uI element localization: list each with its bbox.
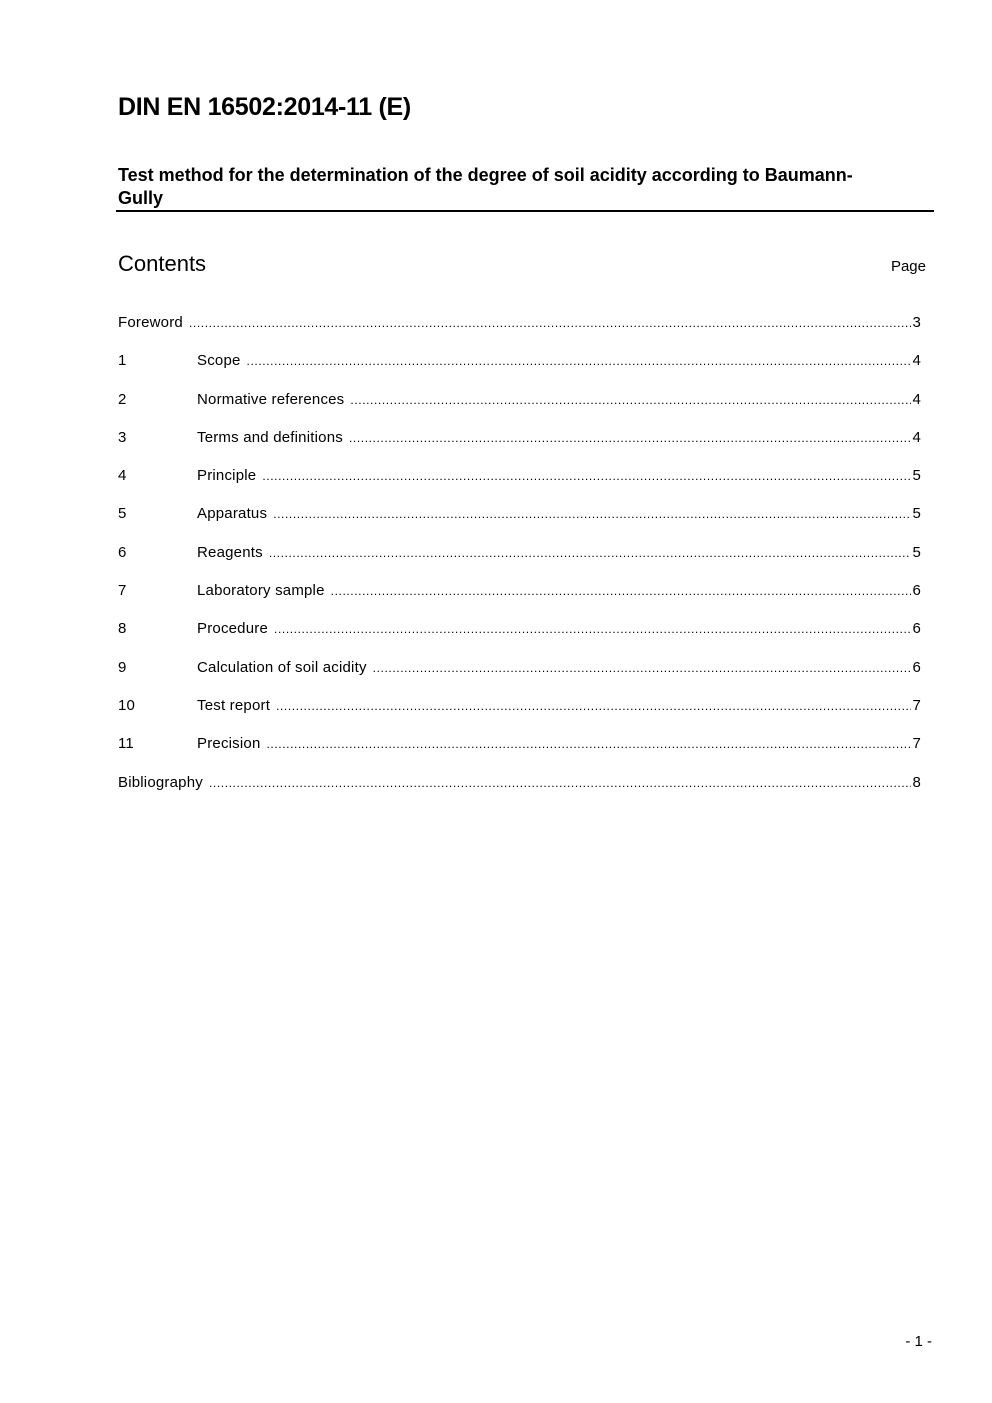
toc-entry-number: 8 [118,620,127,638]
toc-entry-page: 6 [912,620,921,638]
toc-entry-label: Principle [197,467,257,485]
toc-entry-page: 4 [912,428,921,446]
toc-entry-number: 6 [118,543,127,561]
title-divider [116,210,934,212]
toc-entry-reagents[interactable] [118,544,921,582]
toc-entry-page: 3 [912,314,921,331]
toc-dot-leader [274,622,911,636]
toc-entry-page: 6 [912,658,921,676]
toc-entry-calculation-of-soil-acidity[interactable] [118,659,921,697]
toc-entry-number: 3 [118,428,127,446]
toc-dot-leader [209,776,912,790]
toc-entry-label: Scope [197,352,241,370]
document-id: DIN EN 16502:2014-11 (E) [118,93,411,121]
toc-entry-normative-references[interactable] [118,391,921,429]
toc-dot-leader [276,699,911,713]
toc-entry-number: 11 [118,735,134,753]
toc-entry-number: 2 [118,390,127,408]
toc-entry-label: Terms and definitions [197,428,343,446]
document-title: Test method for the determination of the degree of soil acidity according to Baumann-Gully [118,165,853,208]
toc-entry-number: 7 [118,582,127,600]
toc-entry-label: Test report [197,696,271,714]
toc-entry-label: Procedure [197,620,269,638]
toc-entry-laboratory-sample[interactable] [118,582,921,620]
toc-entry-label: Bibliography [118,773,203,791]
toc-entry-page: 5 [912,505,921,523]
toc-entry-page: 5 [912,467,921,485]
toc-dot-leader [189,316,911,330]
toc-dot-leader [247,354,912,368]
toc-entry-label: Laboratory sample [197,582,325,600]
toc-entry-number: 4 [118,467,127,485]
toc-entry-page: 7 [912,696,921,714]
toc-entry-page: 8 [912,773,921,791]
toc-entry-terms-and-definitions[interactable] [118,429,921,467]
toc-entry-number: 10 [118,696,136,714]
toc-entry-label: Calculation of soil acidity [197,658,367,676]
page-number: - 1 - [905,1333,932,1350]
toc-dot-leader [350,393,911,407]
toc-entry-number: 5 [118,505,127,523]
toc-entry-page: 5 [912,543,921,561]
toc-entry-page: 4 [912,390,921,408]
toc-entry-precision[interactable] [118,735,921,773]
toc-entry-page: 7 [912,735,921,753]
toc-entry-label: Foreword [118,314,183,331]
contents-heading: Contents [118,251,207,276]
toc-dot-leader [373,661,912,675]
toc-entry-test-report[interactable] [118,697,921,735]
page-column-label: Page [890,258,926,275]
toc-entry-number: 9 [118,658,127,676]
toc-entry-label: Normative references [197,390,345,408]
toc-dot-leader [267,737,912,751]
toc-dot-leader [262,469,911,483]
toc-entry-principle[interactable] [118,467,921,505]
toc-entry-label: Reagents [197,543,263,561]
toc-dot-leader [331,584,912,598]
toc-dot-leader [349,431,912,445]
toc-entry-page: 6 [912,582,921,600]
toc-entry-apparatus[interactable] [118,505,921,543]
toc-dot-leader [273,507,911,521]
toc-entry-number: 1 [118,352,127,370]
toc-entry-label: Precision [197,735,261,753]
toc-dot-leader [269,546,912,560]
toc-entry-scope[interactable] [118,352,921,390]
toc-entry-label: Apparatus [197,505,268,523]
toc-entry-foreword[interactable] [118,314,921,352]
toc-entry-procedure[interactable] [118,620,921,658]
table-of-contents [118,314,921,812]
toc-entry-bibliography[interactable] [118,774,921,812]
toc-entry-page: 4 [912,352,921,370]
